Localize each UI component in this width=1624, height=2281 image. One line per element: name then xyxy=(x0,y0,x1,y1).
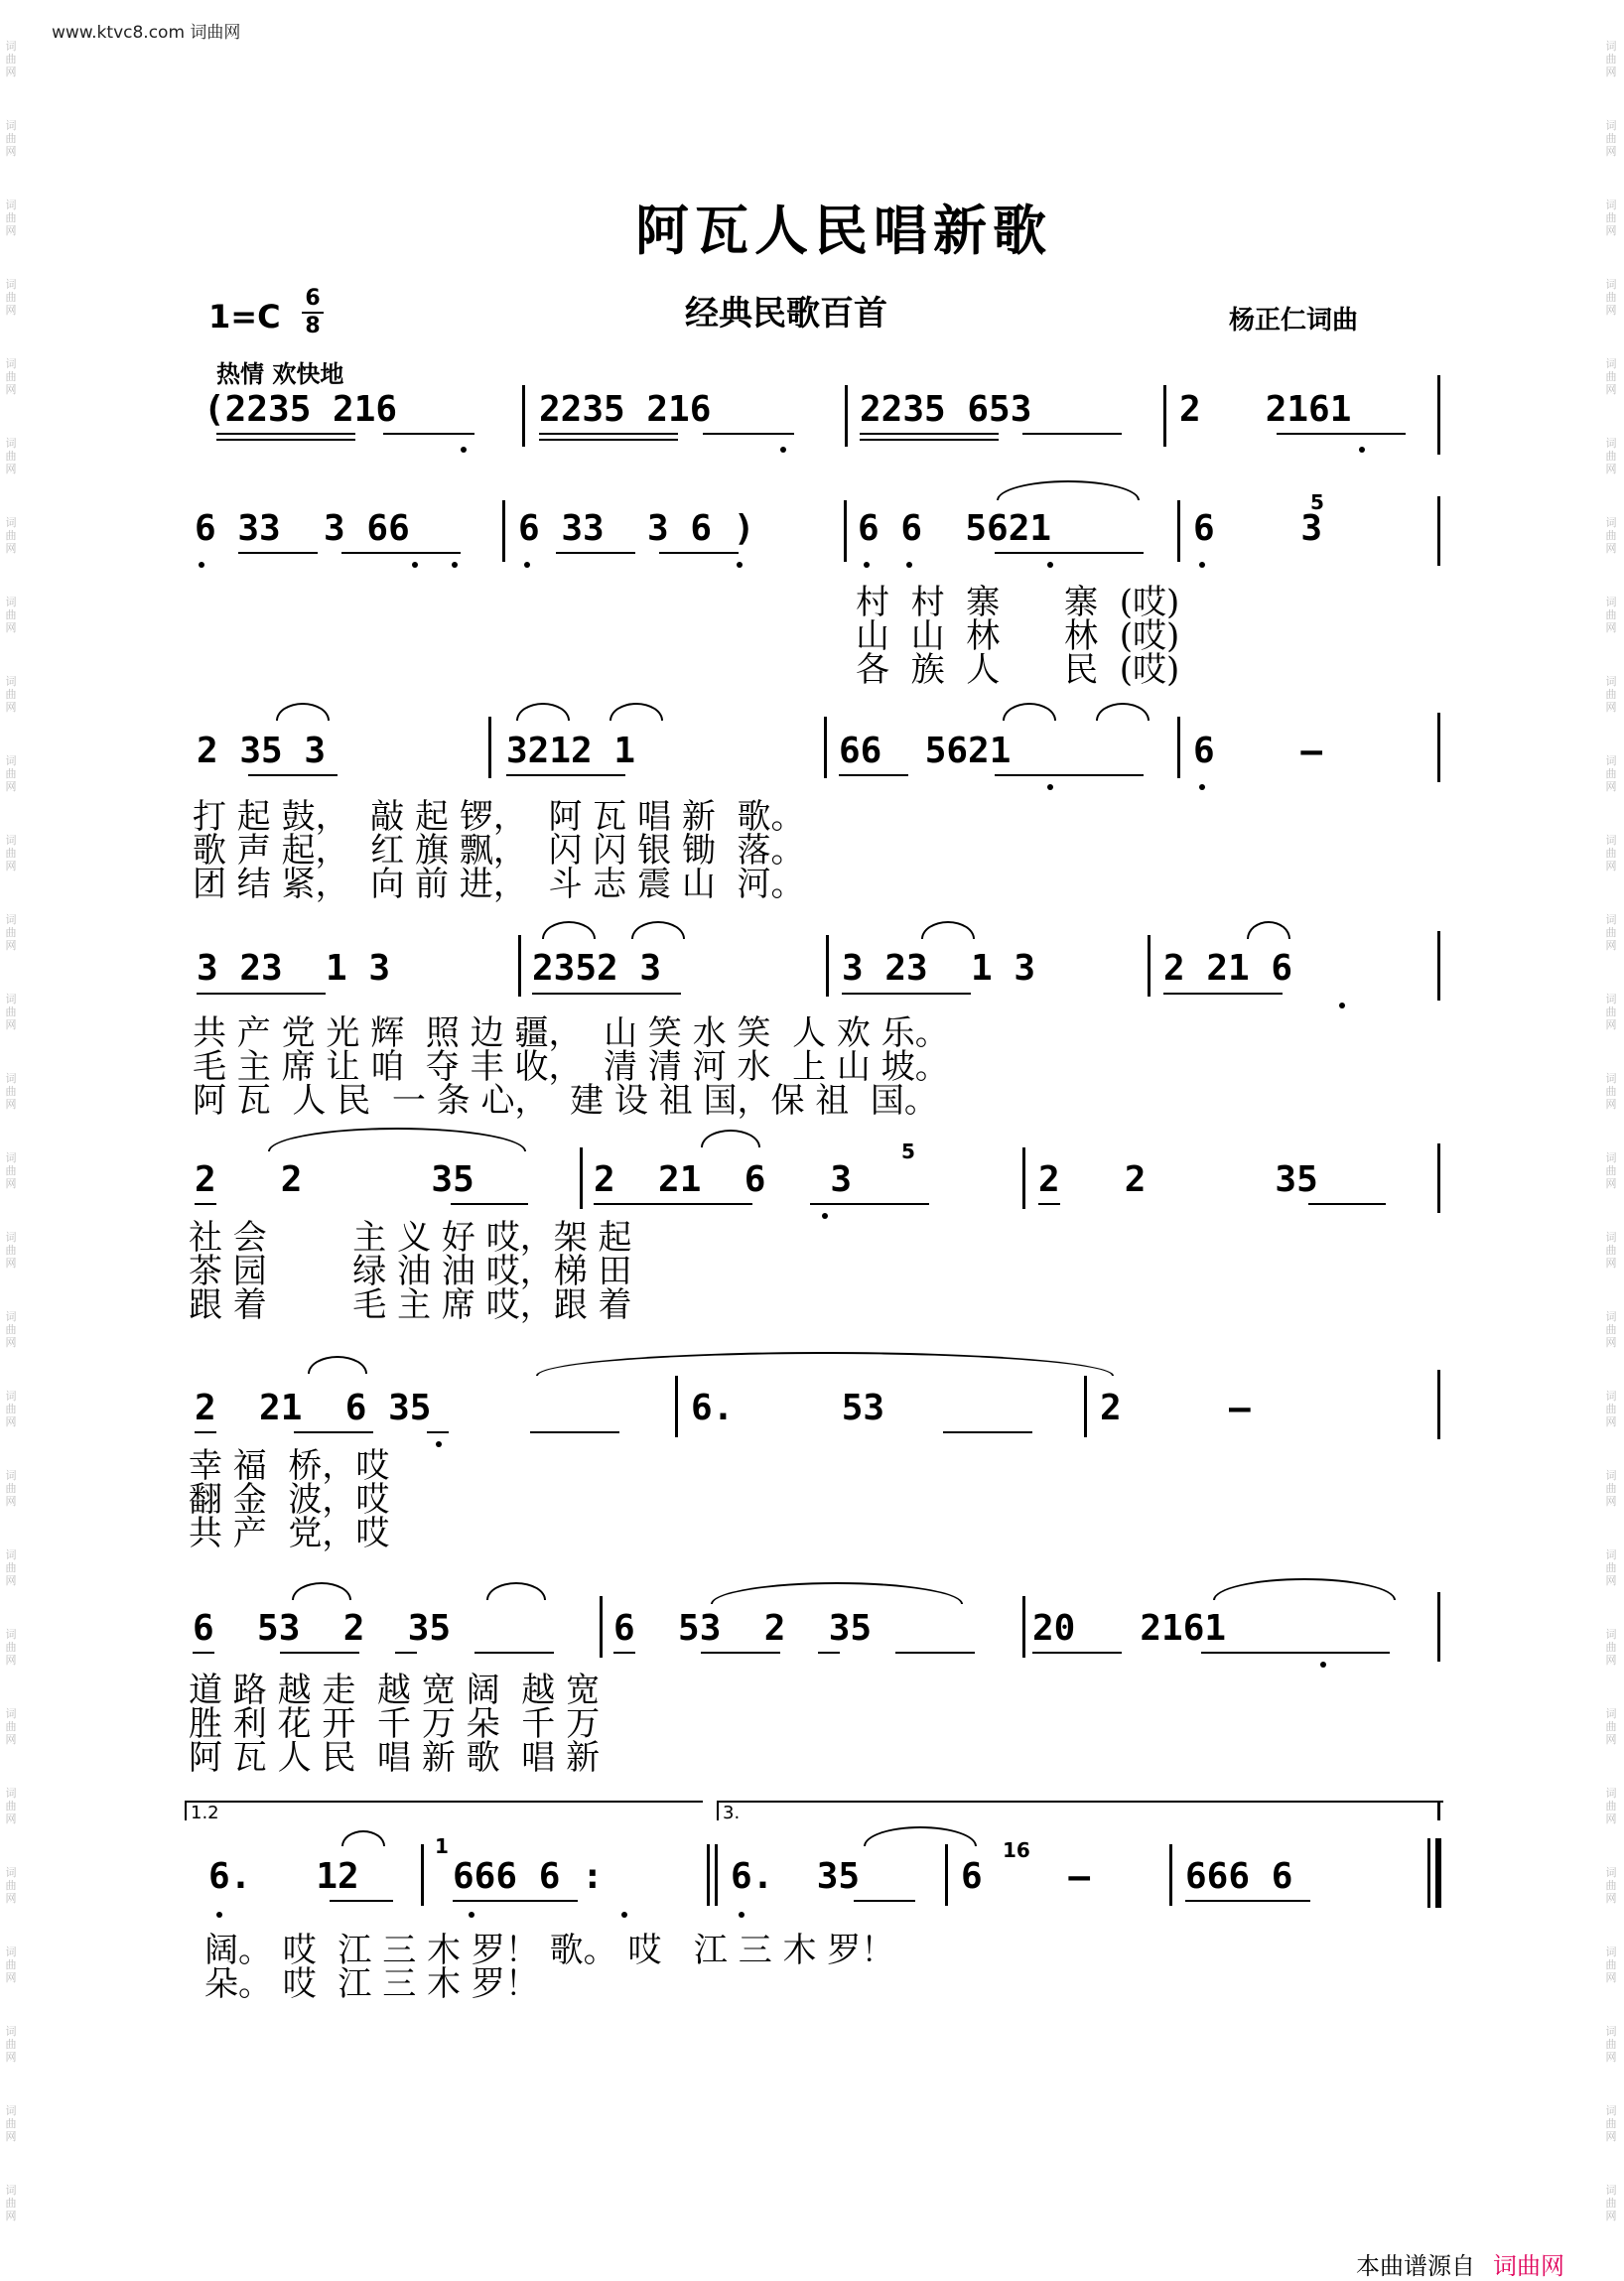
barline xyxy=(1437,375,1440,455)
watermark-text: 词 曲 网 xyxy=(1605,1946,1617,1984)
watermark-text: 词 曲 网 xyxy=(5,913,17,952)
watermark-text: 词 曲 网 xyxy=(5,1072,17,1111)
notation-line: 6 53 2 35 xyxy=(613,1608,873,1649)
lyric-verse-1: 社 会 主 义 好 哎，架 起 xyxy=(189,1218,632,1258)
notation-line: 6 33 3 6 ) xyxy=(518,508,755,549)
barline xyxy=(522,385,525,447)
notation-line: (2235 216 xyxy=(203,389,398,430)
watermark-text: 词 曲 网 xyxy=(1605,437,1617,475)
watermark-text: 词 曲 网 xyxy=(1605,675,1617,714)
third-ending-bracket: 3. xyxy=(717,1801,1443,1820)
first-ending-bracket: 1.2 xyxy=(185,1801,703,1820)
watermark-text: 词 曲 网 xyxy=(1605,754,1617,793)
notation-line: 6 6 5621 xyxy=(858,508,1052,549)
lyric-verse-1: 幸 福 桥，哎 xyxy=(189,1446,390,1486)
watermark-text: 词 曲 网 xyxy=(5,1946,17,1984)
watermark-text: 词 曲 网 xyxy=(1605,1548,1617,1587)
watermark-text: 词 曲 网 xyxy=(5,1390,17,1428)
notation-line: 6. 35 xyxy=(731,1856,861,1897)
notation-line: 2235 216 xyxy=(539,389,712,430)
key-signature: 1=C xyxy=(208,298,281,335)
watermark-text: 词 曲 网 xyxy=(5,834,17,872)
lyric-verse-3: 阿 瓦 人 民 唱 新 歌 唱 新 xyxy=(189,1738,601,1778)
watermark-text: 词 曲 网 xyxy=(1605,1151,1617,1190)
notation-line: 2352 3 xyxy=(532,948,662,989)
tempo-marking: 热情 欢快地 xyxy=(216,360,344,388)
notation-line: 2 35 3 xyxy=(197,731,327,771)
watermark-text: 词 曲 网 xyxy=(5,357,17,396)
watermark-text: 词 曲 网 xyxy=(5,754,17,793)
watermark-text: 词 曲 网 xyxy=(5,675,17,714)
watermark-text: 词 曲 网 xyxy=(5,2104,17,2143)
watermark-text: 词 曲 网 xyxy=(5,1231,17,1270)
watermark-text: 词 曲 网 xyxy=(1605,516,1617,555)
lyric-verse-1: 道 路 越 走 越 宽 阔 越 宽 xyxy=(189,1671,601,1710)
lyric-verse-3: 团 结 紧， 向 前 进， 斗 志 震 山 河。 xyxy=(193,865,805,904)
watermark-text: 词 曲 网 xyxy=(1605,1310,1617,1349)
watermark-text: 词 曲 网 xyxy=(1605,993,1617,1031)
notation-line: 2 2 35 xyxy=(195,1159,474,1200)
notation-line: 3 23 1 3 xyxy=(842,948,1036,989)
page-title: 阿瓦人民唱新歌 xyxy=(635,200,1052,262)
composer-credit: 杨正仁词曲 xyxy=(1229,306,1359,335)
lyric-verse-2: 翻 金 波，哎 xyxy=(189,1480,390,1520)
lyric-verse-2: 茶 园 绿 油 油 哎，梯 田 xyxy=(189,1252,632,1291)
lyric-verse-1: 阔。 哎 江 三 木 罗！ 歌。 哎 江 三 木 罗！ xyxy=(204,1931,895,1970)
watermark-text: 词 曲 网 xyxy=(1605,278,1617,317)
watermark-text: 词 曲 网 xyxy=(5,437,17,475)
watermark-text: 词 曲 网 xyxy=(5,1787,17,1825)
notation-line: 2 2 35 xyxy=(1038,1159,1318,1200)
notation-line: 2235 653 xyxy=(860,389,1032,430)
notation-line: 666 6 xyxy=(1185,1856,1293,1897)
watermark-text: 词 曲 网 xyxy=(5,1310,17,1349)
watermark-text: 词 曲 网 xyxy=(1605,834,1617,872)
watermark-text: 词 曲 网 xyxy=(5,1151,17,1190)
watermark-text: 词 曲 网 xyxy=(5,2184,17,2222)
notation-line: 6. 53 xyxy=(691,1388,885,1428)
watermark-text: 词 曲 网 xyxy=(1605,2184,1617,2222)
watermark-text: 词 曲 网 xyxy=(5,993,17,1031)
watermark-text: 词 曲 网 xyxy=(5,596,17,634)
watermark-text: 词 曲 网 xyxy=(1605,1628,1617,1667)
lyric-verse-3: 各 族 人 民 (哎) xyxy=(856,650,1180,690)
watermark-text: 词 曲 网 xyxy=(5,40,17,78)
watermark-text: 词 曲 网 xyxy=(5,278,17,317)
subtitle: 经典民歌百首 xyxy=(685,294,887,334)
notation-line: 6. 12 xyxy=(208,1856,359,1897)
watermark-text: 词 曲 网 xyxy=(5,1707,17,1746)
notation-line: 2 21 6 3 xyxy=(594,1159,853,1200)
lyric-verse-3: 阿 瓦 人 民 一 条 心， 建 设 祖 国，保 祖 国。 xyxy=(193,1081,938,1121)
watermark-text: 词 曲 网 xyxy=(1605,357,1617,396)
watermark-text: 词 曲 网 xyxy=(1605,1787,1617,1825)
notation-line: 666 6 : xyxy=(453,1856,604,1897)
notation-line: 3 23 1 3 xyxy=(197,948,391,989)
watermark-text: 词 曲 网 xyxy=(1605,2104,1617,2143)
footer-label: 本曲谱源自 xyxy=(1356,2252,1475,2280)
notation-line: 2 – xyxy=(1100,1388,1251,1428)
notation-line: 6 3 xyxy=(1193,508,1323,549)
notation-line: 6 53 2 35 xyxy=(193,1608,452,1649)
watermark-text: 词 曲 网 xyxy=(5,119,17,158)
watermark-text: 词 曲 网 xyxy=(5,1548,17,1587)
notation-line: 2 21 6 xyxy=(1163,948,1293,989)
footer-brand-link[interactable]: 词曲网 xyxy=(1493,2252,1564,2280)
lyric-verse-1: 村 村 寨 寨 (哎) xyxy=(856,583,1180,622)
time-signature xyxy=(302,286,324,339)
watermark-text: 词 曲 网 xyxy=(1605,1469,1617,1508)
notation-line: 3212 1 xyxy=(506,731,636,771)
lyric-verse-2: 朵。 哎 江 三 木 罗！ xyxy=(204,1964,539,2004)
watermark-text: 词 曲 网 xyxy=(1605,1390,1617,1428)
lyric-verse-3: 跟 着 毛 主 席 哎，跟 着 xyxy=(189,1285,632,1325)
watermark-text: 词 曲 网 xyxy=(5,199,17,237)
watermark-text: 词 曲 网 xyxy=(5,1866,17,1905)
notation-line: 2 21 6 35 xyxy=(195,1388,432,1428)
watermark-text: 词 曲 网 xyxy=(1605,1866,1617,1905)
notation-line: 20 2161 xyxy=(1032,1608,1227,1649)
watermark-text: 词 曲 网 xyxy=(1605,1707,1617,1746)
watermark-text: 词 曲 网 xyxy=(5,2025,17,2064)
site-header: www.ktvc8.com 词曲网 xyxy=(52,23,241,43)
lyric-verse-2: 歌 声 起， 红 旗 飘， 闪 闪 银 锄 落。 xyxy=(193,831,805,871)
watermark-text: 词 曲 网 xyxy=(1605,596,1617,634)
notation-line: 6 – xyxy=(961,1856,1091,1897)
lyric-verse-1: 打 起 鼓， 敲 起 锣， 阿 瓦 唱 新 歌。 xyxy=(193,797,805,837)
lyric-verse-1: 共 产 党 光 辉 照 边 疆， 山 笑 水 笑 人 欢 乐。 xyxy=(193,1013,949,1053)
footer-source xyxy=(1356,2246,1564,2281)
time-signature-top: 6 xyxy=(302,286,324,314)
notation-line: 6 – xyxy=(1193,731,1323,771)
notation-line: 6 33 3 66 xyxy=(195,508,410,549)
watermark-text: 词 曲 网 xyxy=(5,516,17,555)
watermark-text: 词 曲 网 xyxy=(1605,119,1617,158)
watermark-text: 词 曲 网 xyxy=(1605,1072,1617,1111)
watermark-text: 词 曲 网 xyxy=(5,1628,17,1667)
notation-line: 2 2161 xyxy=(1179,389,1352,430)
barline xyxy=(845,385,848,447)
watermark-text: 词 曲 网 xyxy=(5,1469,17,1508)
time-signature-bottom: 8 xyxy=(305,314,321,338)
lyric-verse-2: 胜 利 花 开 千 万 朵 千 万 xyxy=(189,1704,601,1744)
barline xyxy=(1163,385,1166,447)
watermark-text: 词 曲 网 xyxy=(1605,199,1617,237)
lyric-verse-3: 共 产 党，哎 xyxy=(189,1514,390,1553)
slur xyxy=(997,480,1140,500)
notation-line: 66 5621 xyxy=(839,731,1012,771)
watermark-text: 词 曲 网 xyxy=(1605,913,1617,952)
watermark-text: 词 曲 网 xyxy=(1605,40,1617,78)
lyric-verse-2: 毛 主 席 让 咱 夺 丰 收， 清 清 河 水 上 山 坡。 xyxy=(193,1047,949,1087)
lyric-verse-2: 山 山 林 林 (哎) xyxy=(856,616,1180,656)
watermark-text: 词 曲 网 xyxy=(1605,1231,1617,1270)
watermark-text: 词 曲 网 xyxy=(1605,2025,1617,2064)
